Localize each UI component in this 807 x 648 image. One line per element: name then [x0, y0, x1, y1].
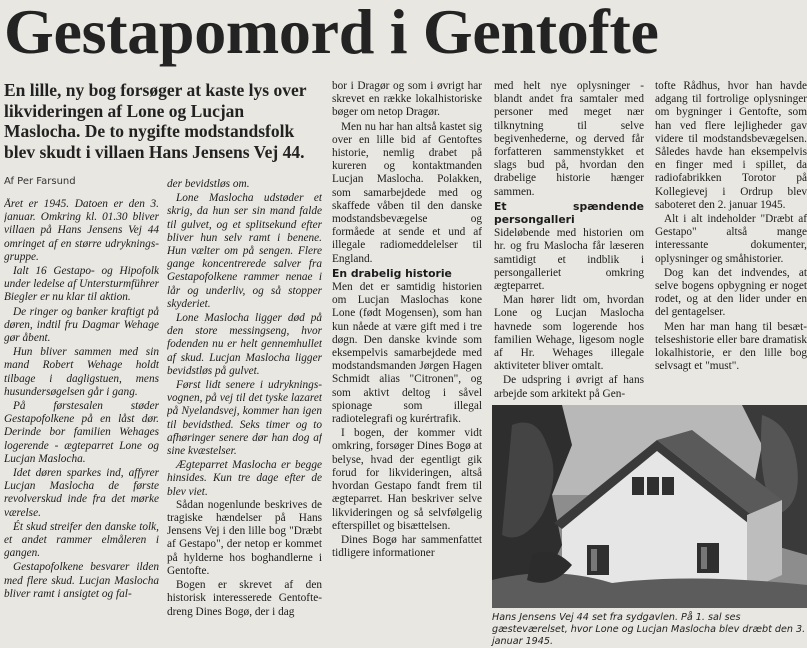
paragraph: De udspring i øvrigt af hans arbejde som arkitekt på Gen-	[494, 374, 644, 400]
article-column-5	[655, 80, 807, 400]
paragraph: Idet døren sparkes ind, affyrer Lucjan Maslocha de første revolverskud inde fra det mørke værelse.	[4, 467, 159, 519]
paragraph: med helt nye oplysninger - blandt andet fra samtaler med personer med meget nær tilknytning til selve begivenhederne, og derved får forfatteren sammenstykket et slags bud på, hvordan den drabelige historie hænger sammen.	[494, 80, 644, 198]
paragraph: Dog kan det indvendes, at selve bogens opbygning er noget rodet, og at den lider under en del gentagelser.	[655, 266, 807, 319]
paragraph: Sideløbende med historien om hr. og fru Maslocha får læseren samtidigt et indblik i persongalleriet omkring ægteparret.	[494, 227, 644, 293]
paragraph: Men har man hang til besættelseshistorie eller bare dramatisk lokalhistorie, er den lille bog selvsagt et "must".	[655, 320, 807, 373]
photo-caption: Hans Jensens Vej 44 set fra sydgavlen. På 1. sal ses gæsteværelset, hvor Lone og Lucjan Maslocha blev dræbt den 3. januar 1945.	[492, 612, 806, 647]
paragraph: Lone Maslocha udstøder et skrig, da hun ser sin mand falde til gulvet, og et splitsekund efter bliver hun selv ramt i benene. Hun vælter om på sengen. Flere gange koncentrerede salver fra Gestapofolkene rammer nenae i lår og underliv, og så stopper skyderiet.	[167, 192, 322, 310]
paragraph: Men det er samtidig historien om Lucjan Maslochas kone Lone (født Mogensen), som han kun nåede at være gift med i tre døgn. Den danske kvinde som eksempelvis samarbejdede med modstandsmanden Jørgen Hagen Schmidt alias "Citronen", og som aktivt deltog i såvel spionage som illegal radiotelegrafi og kurértrafik.	[332, 281, 482, 426]
article-column-4	[494, 80, 644, 400]
paragraph: Ægteparret Maslocha er begge hinsides. Kun tre dage efter de blev viet.	[167, 459, 322, 498]
paragraph: Hun bliver sammen med sin mand Robert Wehage holdt tilbage i dagligstuen, mens husundersøgelsen går i gang.	[4, 346, 159, 398]
paragraph: De ringer og banker kraftigt på døren, indtil fru Dagmar Wehage gør åbent.	[4, 305, 159, 345]
paragraph: Ét skud streifer den danske tolk, et andet rammer elmåleren i gangen.	[4, 520, 159, 560]
subheading: En drabelig historie	[332, 266, 452, 280]
paragraph: Gestapofolkene besvarer ilden med flere skud. Lucjan Maslocha bliver ramt i ansigtet og fal-	[4, 561, 159, 600]
headline: Gestapomord i Gentofte	[4, 0, 659, 67]
article-column-3	[332, 80, 482, 648]
paragraph: Dines Bogø har sammenfattet tidligere informationer	[332, 533, 482, 560]
article-column-2	[167, 178, 322, 648]
paragraph: Året er 1945. Datoen er den 3. januar. Omkring kl. 01.30 bliver villaen på Hans Jensens Vej 44 omringet af en større udrykningsgruppe.	[4, 198, 159, 263]
paragraph: Man hører lidt om, hvordan Lone og Lucjan Maslocha havnede som logerende hos familien Wehage, ligesom nogle af Hr. Wehages illegale aktiviteter bliver omtalt.	[494, 294, 644, 373]
article-column-1	[4, 198, 159, 648]
paragraph: Ialt 16 Gestapo- og Hipofolk under ledelse af Untersturmführer Biegler er nu klar til aktion.	[4, 265, 159, 304]
paragraph: Først lidt senere i udrykningsvognen, på vej til det tyske lazaret på Nyelandsvej, kommer han igen til bevidsthed. Seks timer og to afhøringer senere dør han dog af sine kvæstelser.	[167, 379, 322, 458]
lead-paragraph: En lille, ny bog forsøger at kaste lys over likvideringen af Lone og Lucjan Maslocha. De to nygifte modstandsfolk blev skudt i villaen Hans Jensens Vej 44.	[4, 80, 307, 162]
villa-photo	[492, 405, 807, 608]
paragraph: I bogen, der kommer vidt omkring, forsøger Dines Bogø at belyse, hvad der egentligt gik forud for likvideringen, altså hvordan Gestapo fandt frem til ægteparret. Han beskriver selve likvideringen og så selvfølgelig efterspillet og bisættelsen.	[332, 427, 482, 532]
paragraph: Alt i alt indeholder "Dræbt af Gestapo" altså mange interessante dokumenter, oplysninger og småhistorier.	[655, 213, 807, 265]
subheading: Et spændende persongalleri	[494, 199, 644, 227]
byline: Af Per Farsund	[4, 176, 76, 187]
paragraph: bor i Dragør og som i øvrigt har skrevet en række lokalhistoriske bøger om netop Dragør.	[332, 80, 482, 119]
paragraph: På førstesalen støder Gestapofolkene på en låst dør. Derinde bor familien Wehages logerende - ægteparret Lone og Lucjan Maslocha.	[4, 400, 159, 465]
paragraph: Bogen er skrevet af den historisk interesserede Gentoftedreng Dines Bogø, der i dag	[167, 579, 322, 618]
paragraph: Lone Maslocha ligger død på den store messingseng, hvor fodenden nu er helt gennemhullet af skud. Lucjan Maslocha ligger bevidstløs på gulvet.	[167, 312, 322, 377]
paragraph: Men nu har han altså kastet sig over en lille bid af Gentoftes historie, nemlig drabet på kureren og kontaktmanden Lucjan Maslocha. Polakken, som samarbejdede med og skaffede våben til den danske modstandsbevægelse og formåede at sende et und af illegale radiomeddelelser til England.	[332, 120, 482, 265]
paragraph: Sådan nogenlunde beskrives de tragiske hændelser på Hans Jensens Vej i den lille bog "Dræbt af Gestapo", der netop er kommet på hylderne hos boghandlerne i Gentofte.	[167, 498, 322, 577]
paragraph: der bevidstløs om.	[167, 178, 250, 190]
paragraph: tofte Rådhus, hvor han havde adgang til fortrolige oplysninger om bygninger i Gentofte, som han ved flere lejligheder gav videre til modstandsbevægelsen. Således havde han eksempelvis en finger med i spillet, da radiofabrikken Torotor på Kollegievej i Ordrup blev saboteret den 2. januar 1945.	[655, 80, 807, 211]
